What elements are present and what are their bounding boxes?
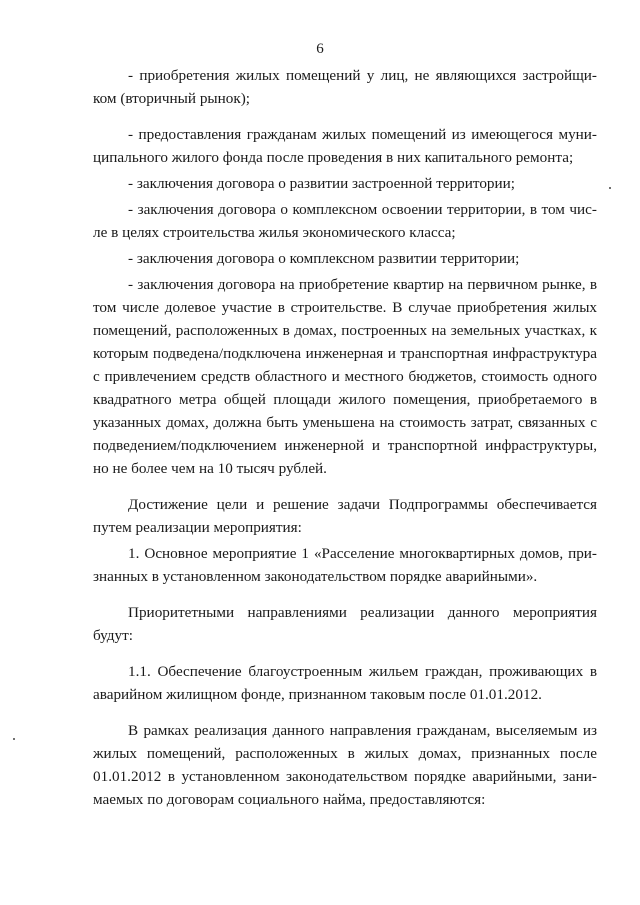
document-body (93, 64, 597, 811)
paragraph-line: которым подведена/подключена инженерная и транспортная инфраструктура (93, 345, 597, 362)
paragraph-line: с привлечением средств областного и местного бюджетов, стоимость одного (93, 368, 597, 385)
paragraph-line: подведением/подключением инженерной и транспортной инфраструктуры, (93, 437, 597, 454)
paragraph-line: аварийном жилищном фонде, признанном таковым после 01.01.2012. (93, 686, 542, 703)
paragraph-line: - заключения договора о комплексном освоении территории, в том чис- (128, 201, 597, 218)
paragraph-line: Приоритетными направлениями реализации данного мероприятия (128, 604, 597, 621)
paragraph-line: ципального жилого фонда после проведения в них капитального ремонта; (93, 149, 574, 166)
paragraph-line: жилых помещений, расположенных в жилых домах, признанных после (93, 745, 597, 762)
paragraph-line: Достижение цели и решение задачи Подпрограммы обеспечивается (128, 496, 597, 513)
page-number: 6 (316, 41, 324, 57)
paragraph-line: знанных в установленном законодательством порядке аварийными». (93, 568, 538, 585)
paragraph-line: - заключения договора на приобретение квартир на первичном рынке, в (128, 276, 597, 293)
paragraph-line: - заключения договора о развитии застроенной территории; (128, 175, 515, 192)
scan-speck (609, 187, 611, 189)
paragraph-line: квадратного метра общей площади жилого помещения, приобретаемого в (93, 391, 597, 408)
paragraph-line: ком (вторичный рынок); (93, 90, 250, 107)
paragraph-line: маемых по договорам социального найма, предоставляются: (93, 791, 486, 808)
paragraph-line: путем реализации мероприятия: (93, 519, 302, 536)
paragraph-line: - заключения договора о комплексном развитии территории; (128, 250, 520, 267)
paragraph-line: - предоставления гражданам жилых помещений из имеющегося муни- (128, 126, 597, 143)
paragraph-line: но не более чем на 10 тысяч рублей. (93, 460, 327, 477)
scan-speck (13, 738, 15, 740)
paragraph-line: 1. Основное мероприятие 1 «Расселение многоквартирных домов, при- (128, 545, 597, 562)
paragraph-line: том числе долевое участие в строительстве. В случае приобретения жилых (93, 299, 597, 316)
paragraph-line: будут: (93, 627, 133, 644)
paragraph-line: 01.01.2012 в установленном законодательством порядке аварийными, зани- (93, 768, 597, 785)
paragraph-line: 1.1. Обеспечение благоустроенным жильем граждан, проживающих в (128, 663, 597, 680)
paragraph-line: ле в целях строительства жилья экономического класса; (93, 224, 456, 241)
paragraph-line: В рамках реализация данного направления гражданам, выселяемым из (128, 722, 597, 739)
paragraph-line: - приобретения жилых помещений у лиц, не являющихся застройщи- (128, 67, 597, 84)
paragraph-line: помещений, расположенных в домах, построенных на земельных участках, к (93, 322, 597, 339)
paragraph-line: указанных домах, должна быть уменьшена на стоимость затрат, связанных с (93, 414, 597, 431)
